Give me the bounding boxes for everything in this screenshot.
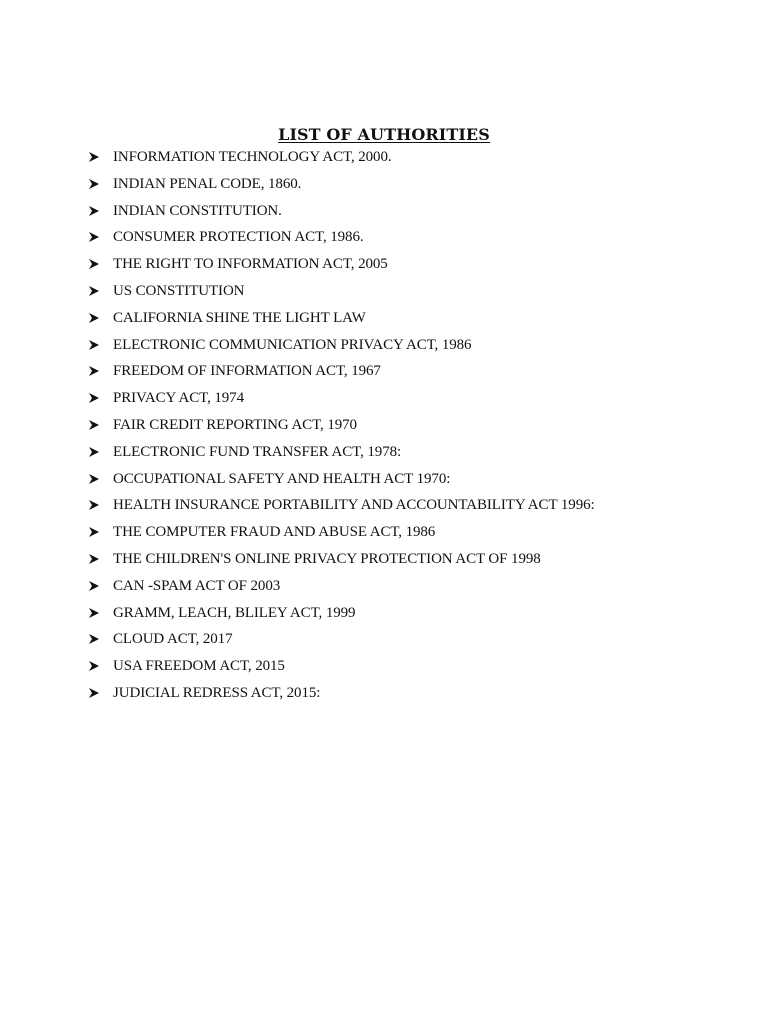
arrowhead-bullet-icon: [88, 205, 100, 217]
arrowhead-bullet-icon: [88, 526, 100, 538]
list-item-label: THE CHILDREN'S ONLINE PRIVACY PROTECTION ACT OF 1998: [113, 550, 541, 567]
arrowhead-bullet-icon: [88, 392, 100, 404]
arrowhead-bullet-icon: [88, 258, 100, 270]
arrowhead-bullet-icon: [88, 660, 100, 672]
page-title: [0, 125, 768, 145]
arrowhead-bullet-icon: [88, 633, 100, 645]
list-item-label: THE COMPUTER FRAUD AND ABUSE ACT, 1986: [113, 524, 436, 541]
list-item-label: JUDICIAL REDRESS ACT, 2015:: [113, 684, 321, 701]
arrowhead-bullet-icon: [88, 419, 100, 431]
arrowhead-bullet-icon: [88, 178, 100, 190]
arrowhead-bullet-icon: [88, 553, 100, 565]
list-item-label: USA FREEDOM ACT, 2015: [113, 658, 285, 675]
arrowhead-bullet-icon: [88, 285, 100, 297]
arrowhead-bullet-icon: [88, 446, 100, 458]
list-item-label: INDIAN PENAL CODE, 1860.: [113, 175, 302, 192]
list-item-label: THE RIGHT TO INFORMATION ACT, 2005: [113, 256, 388, 273]
arrowhead-bullet-icon: [88, 687, 100, 699]
list-item-label: US CONSTITUTION: [113, 282, 245, 299]
list-item-label: ELECTRONIC COMMUNICATION PRIVACY ACT, 1986: [113, 336, 472, 353]
list-item-label: ELECTRONIC FUND TRANSFER ACT, 1978:: [113, 443, 402, 460]
arrowhead-bullet-icon: [88, 365, 100, 377]
list-item-label: CAN -SPAM ACT OF 2003: [113, 577, 281, 594]
list-item-label: FAIR CREDIT REPORTING ACT, 1970: [113, 416, 357, 433]
arrowhead-bullet-icon: [88, 339, 100, 351]
arrowhead-bullet-icon: [88, 473, 100, 485]
list-item-label: CLOUD ACT, 2017: [113, 631, 233, 648]
list-item-label: CALIFORNIA SHINE THE LIGHT LAW: [113, 309, 366, 326]
list-item-label: GRAMM, LEACH, BLILEY ACT, 1999: [113, 604, 356, 621]
list-item-label: FREEDOM OF INFORMATION ACT, 1967: [113, 363, 381, 380]
list-item-label: INDIAN CONSTITUTION.: [113, 202, 282, 219]
list-item-label: INFORMATION TECHNOLOGY ACT, 2000.: [113, 149, 392, 165]
list-item-label: HEALTH INSURANCE PORTABILITY AND ACCOUNTABILITY ACT 1996:: [113, 497, 595, 514]
arrowhead-bullet-icon: [88, 499, 100, 511]
page-title-text: LIST OF AUTHORITIES: [278, 125, 490, 144]
arrowhead-bullet-icon: [88, 580, 100, 592]
arrowhead-bullet-icon: [88, 607, 100, 619]
arrowhead-bullet-icon: [88, 151, 100, 163]
list-item-label: PRIVACY ACT, 1974: [113, 390, 244, 407]
arrowhead-bullet-icon: [88, 231, 100, 243]
arrowhead-bullet-icon: [88, 312, 100, 324]
list-item-label: OCCUPATIONAL SAFETY AND HEALTH ACT 1970:: [113, 470, 451, 487]
list-item-label: CONSUMER PROTECTION ACT, 1986.: [113, 229, 364, 246]
